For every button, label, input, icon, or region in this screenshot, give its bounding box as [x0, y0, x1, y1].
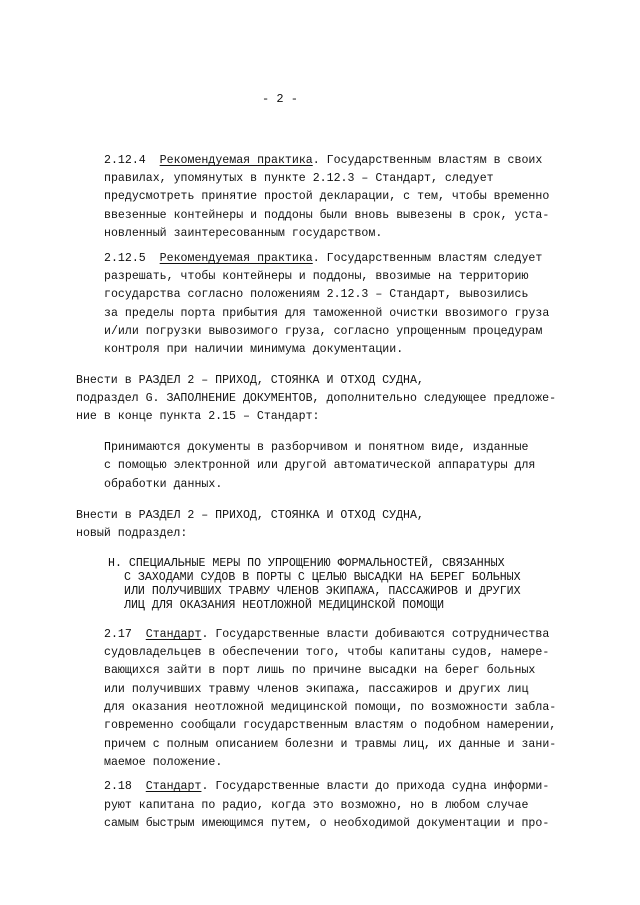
- instruction-line: ние в конце пункта 2.15 – Стандарт:: [76, 410, 320, 423]
- paragraph-text: . Государственным властям в своих: [312, 154, 543, 167]
- subsection-heading-line: ЛИЦ ДЛЯ ОКАЗАНИЯ НЕОТЛОЖНОЙ МЕДИЦИНСКОЙ ПОМОЩИ: [124, 599, 445, 612]
- paragraph-line: вающихся зайти в порт лишь по причине высадки на берег больных: [104, 664, 536, 677]
- subsection-heading-line: С ЗАХОДАМИ СУДОВ В ПОРТЫ С ЦЕЛЬЮ ВЫСАДКИ НА БЕРЕГ БОЛЬНЫХ: [124, 571, 521, 584]
- paragraph-first-line: [104, 252, 542, 266]
- paragraph-heading: Стандарт: [145, 780, 202, 793]
- quote-line: с помощью электронной или другой автоматической аппаратуры для: [104, 459, 536, 472]
- paragraph-heading: Стандарт: [145, 628, 202, 641]
- paragraph-line: контроля при наличии минимума документации.: [104, 343, 404, 356]
- page-number: - 2 -: [261, 92, 298, 106]
- paragraph-text: . Государственные власти добиваются сотрудничества: [201, 628, 550, 641]
- paragraph-line: за пределы порта прибытия для таможенной очистки ввозимого груза: [104, 307, 550, 320]
- paragraph-line: новленный заинтересованным государством.: [104, 227, 383, 240]
- paragraph-line: говременно сообщали государственным властям о подобном намерении,: [104, 719, 557, 732]
- instruction-line: Внести в РАЗДЕЛ 2 – ПРИХОД, СТОЯНКА И ОТХОД СУДНА,: [76, 509, 424, 522]
- paragraph-heading: Рекомендуемая практика: [159, 154, 313, 167]
- paragraph-line: самым быстрым имеющимся путем, о необходимой документации и про-: [104, 817, 550, 830]
- paragraph-line: разрешать, чтобы контейнеры и поддоны, ввозимые на территорию: [104, 270, 529, 283]
- paragraph-line: причем с полным описанием болезни и травмы лиц, их данные и зани-: [104, 738, 557, 751]
- instruction-line: новый подраздел:: [76, 527, 188, 540]
- paragraph-text: . Государственные власти до прихода судна информи-: [201, 780, 550, 793]
- paragraph-first-line: [104, 628, 549, 642]
- subsection-heading-line: ИЛИ ПОЛУЧИВШИХ ТРАВМУ ЧЛЕНОВ ЭКИПАЖА, ПАССАЖИРОВ И ДРУГИХ: [124, 585, 521, 598]
- paragraph-line: и/или погрузки вывозимого груза, согласно упрощенным процедурам: [104, 325, 543, 338]
- paragraph-line: правилах, упомянутых в пункте 2.12.3 – Стандарт, следует: [104, 172, 494, 185]
- paragraph-number: 2.12.5: [104, 252, 146, 265]
- paragraph-line: государства согласно положениям 2.12.3 – Стандарт, вывозились: [104, 288, 529, 301]
- paragraph-heading: Рекомендуемая практика: [159, 252, 313, 265]
- paragraph-first-line: [104, 154, 542, 168]
- quote-line: Принимаются документы в разборчивом и понятном виде, изданные: [104, 441, 529, 454]
- paragraph-line: или получивших травму членов экипажа, пассажиров и других лиц: [104, 683, 529, 696]
- paragraph-line: для оказания неотложной медицинской помощи, по возможности забла-: [104, 701, 557, 714]
- paragraph-line: предусмотреть принятие простой декларации, с тем, чтобы временно: [104, 190, 550, 203]
- paragraph-number: 2.12.4: [104, 154, 146, 167]
- paragraph-number: 2.17: [104, 628, 132, 641]
- subsection-heading-line: H. СПЕЦИАЛЬНЫЕ МЕРЫ ПО УПРОЩЕНИЮ ФОРМАЛЬНОСТЕЙ, СВЯЗАННЫХ: [108, 557, 505, 570]
- instruction-line: подраздел G. ЗАПОЛНЕНИЕ ДОКУМЕНТОВ, дополнительно следующее предложе-: [76, 392, 557, 405]
- paragraph-line: руют капитана по радио, когда это возможно, но в любом случае: [104, 799, 529, 812]
- quote-line: обработки данных.: [104, 478, 223, 491]
- paragraph-first-line: [104, 780, 549, 794]
- instruction-line: Внести в РАЗДЕЛ 2 – ПРИХОД, СТОЯНКА И ОТХОД СУДНА,: [76, 374, 424, 387]
- paragraph-number: 2.18: [104, 780, 132, 793]
- paragraph-line: маемое положение.: [104, 756, 223, 769]
- paragraph-line: ввезенные контейнеры и поддоны были вновь вывезены в срок, уста-: [104, 209, 550, 222]
- paragraph-text: . Государственным властям следует: [312, 252, 543, 265]
- paragraph-line: судовладельцев в обеспечении того, чтобы капитаны судов, намере-: [104, 646, 550, 659]
